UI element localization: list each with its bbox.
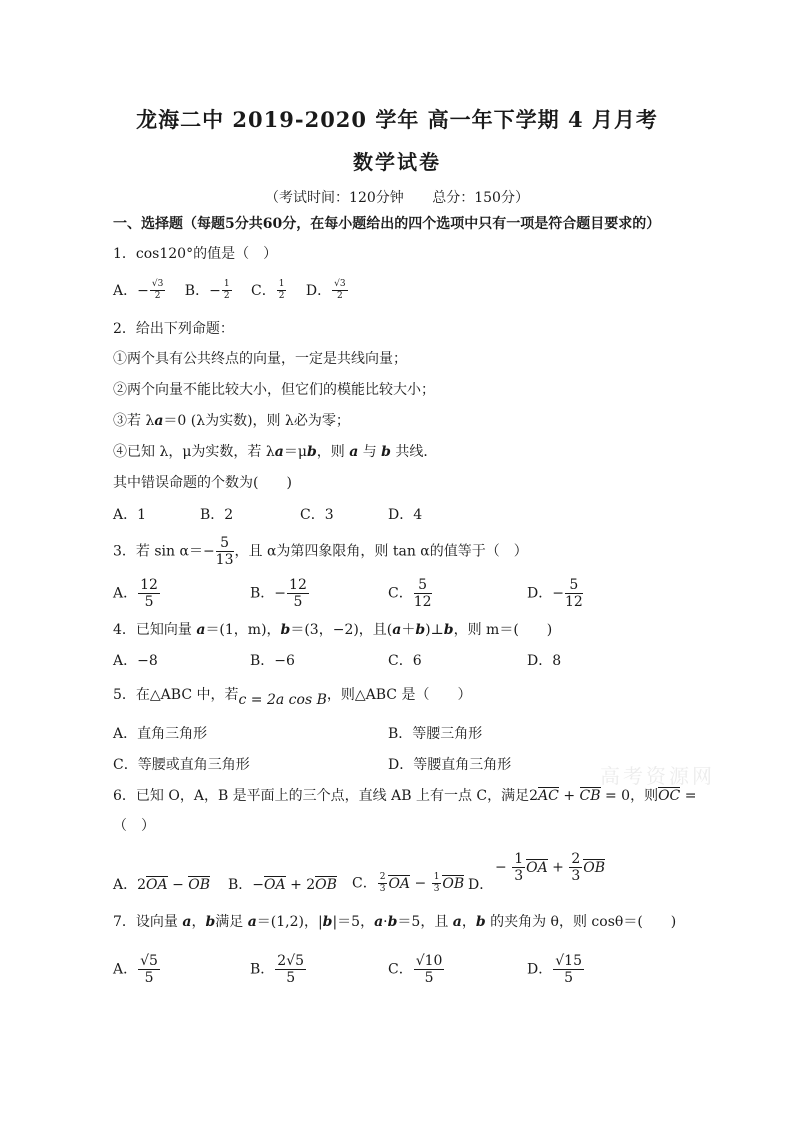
q4-option-b: B．−6	[250, 653, 295, 669]
q5-stem: 5．在△ABC 中，若c = 2a cos B，则△ABC 是（ ）	[113, 687, 472, 708]
q1-option-a: A．− $\frac{√3}{2}$	[113, 279, 164, 301]
q6-paren: （ ）	[113, 818, 155, 834]
q6-option-b: B．−OA + 2OB	[228, 877, 337, 893]
q2-statement-2: ②两个向量不能比较大小，但它们的模能比较大小；	[113, 382, 435, 398]
q5-option-c: C．等腰或直角三角形	[113, 757, 250, 773]
q1-option-d: D． $\frac{√3}{2}$	[305, 279, 346, 301]
q4-option-d: D．8	[527, 653, 562, 669]
q2-option-b: B．2	[200, 507, 234, 523]
q7-option-a: A． $\frac{√5}{5}$	[113, 953, 158, 986]
q7-option-b: B． $\frac{2√5}{5}$	[250, 953, 305, 986]
q4-option-c: C．6	[388, 653, 422, 669]
q2-option-c: C．3	[300, 507, 334, 523]
q2-statement-4: ④已知 λ，μ为实数，若 λa＝μb，则 a 与 b 共线．	[113, 444, 438, 460]
q7-stem: 7．设向量 a，b满足 a＝(1,2)，|b|＝5，a·b＝5，且 a，b 的夹角为 θ，则 cosθ＝( )	[113, 914, 677, 930]
q3-option-c: C． $\frac{5}{12}$	[388, 577, 432, 610]
q2-stem: 2．给出下列命题：	[113, 321, 234, 337]
q1-option-c: C． $\frac{1}{2}$	[251, 279, 285, 301]
watermark: 高考资源网	[600, 764, 715, 788]
q5-option-d: D．等腰直角三角形	[388, 757, 512, 773]
exam-score: 总分：150分）	[432, 190, 529, 206]
q2-option-d: D．4	[388, 507, 423, 523]
q5-option-b: B．等腰三角形	[388, 726, 483, 742]
section-heading: 一、选择题（每题5分共60分，在每小题给出的四个选项中只有一项是符合题目要求的）	[113, 216, 661, 232]
q7-option-d: D． $\frac{√15}{5}$	[527, 953, 582, 986]
q6-option-a: A．2OA − OB	[113, 877, 211, 893]
q6-stem: 6．已知 O，A，B 是平面上的三个点，直线 AB 上有一点 C，满足2AC + CB = 0，则OC =	[113, 788, 697, 804]
q2-statement-3: ③若 λa＝0 (λ为实数)，则 λ必为零；	[113, 413, 350, 429]
q6-option-d-label: D．	[468, 877, 494, 893]
exam-info	[0, 187, 794, 207]
q2-option-a: A．1	[113, 507, 147, 523]
q5-option-a: A．直角三角形	[113, 726, 208, 742]
q1-option-b: B．− $\frac{1}{2}$	[184, 279, 230, 301]
page-title: 龙海二中 2019-2020 学年 高一年下学期 4 月月考	[136, 107, 658, 132]
q3-option-a: A． $\frac{12}{5}$	[113, 577, 158, 610]
q2-statement-1: ①两个具有公共终点的向量，一定是共线向量；	[113, 351, 407, 367]
q4-option-a: A．−8	[113, 653, 158, 669]
q4-stem: 4．已知向量 a＝(1，m)，b＝(3，−2)，且(a＋b)⊥b，则 m＝( )	[113, 622, 553, 638]
q1-stem: 1．cos120°的值是（ ）	[113, 246, 278, 262]
page-subtitle: 数学试卷	[353, 150, 441, 174]
q3-option-b: B．− $\frac{12}{5}$	[250, 577, 307, 610]
q3-option-d: D．− $\frac{5}{12}$	[527, 577, 583, 610]
q7-option-c: C． $\frac{√10}{5}$	[388, 953, 443, 986]
q2-question: 其中错误命题的个数为( )	[113, 475, 292, 491]
q3-stem: 3．若 sin α＝− $\frac{5}{13}$ ，且 α为第四象限角，则 tan α的值等于（ ）	[113, 535, 528, 568]
q6-option-d: − $\frac{1}{3}$ OA + $\frac{2}{3}$ OB	[495, 851, 606, 884]
exam-time: （考试时间：120分钟	[265, 190, 404, 206]
q1-options	[113, 280, 349, 301]
q6-option-c: C． $\frac{2}{3}$ OA − $\frac{1}{3}$ OB	[352, 872, 465, 894]
